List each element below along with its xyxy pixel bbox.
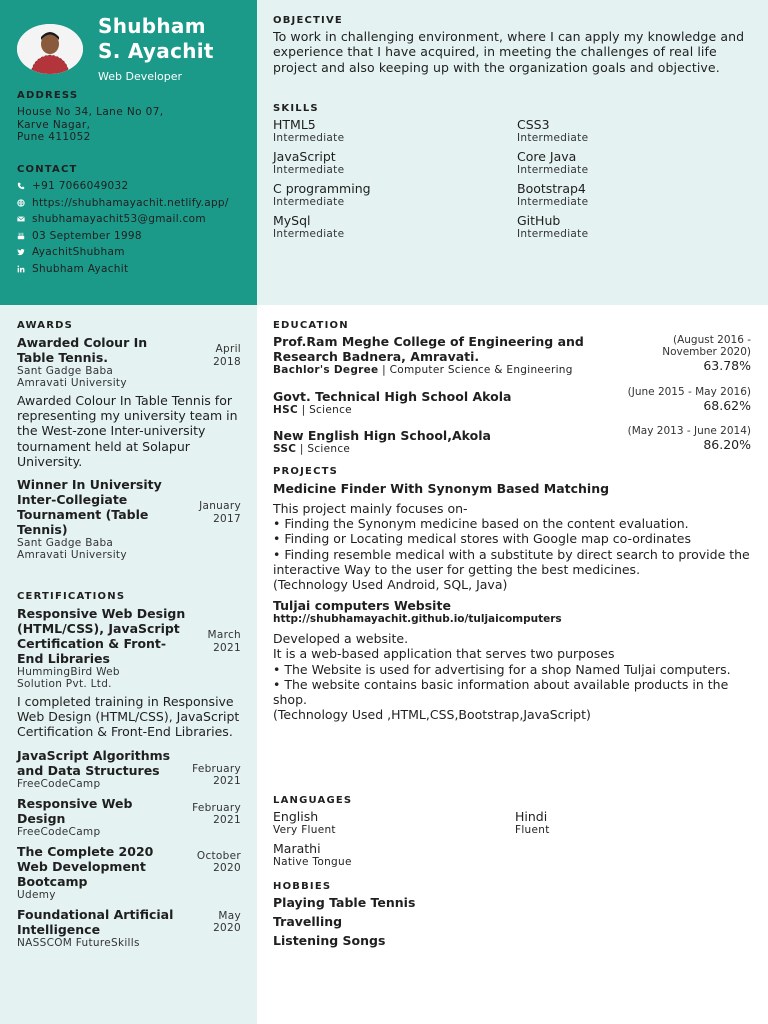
profile-name: Shubham S. Ayachit (98, 14, 214, 63)
contact-twitter[interactable] (17, 246, 247, 259)
address-line: House No 34, Lane No 07, (17, 106, 164, 118)
skill-name: Bootstrap4 (517, 181, 586, 196)
skill-item (273, 149, 517, 181)
skill-name: C programming (273, 181, 371, 196)
education-degree: HSC (273, 404, 298, 416)
address-line: Karve Nagar, (17, 118, 91, 131)
contact-website-text: https://shubhamayachit.netlify.app/ (32, 196, 229, 209)
language-level: Very Fluent (273, 824, 336, 836)
skills-section (273, 103, 753, 245)
contact-email-text: shubhamayachit53@gmail.com (32, 213, 206, 225)
language-name: Hindi (515, 809, 548, 824)
skill-name: JavaScript (273, 149, 336, 164)
skill-item (273, 181, 517, 213)
languages-section (273, 795, 751, 873)
education-item (273, 425, 751, 455)
education-field: Science (309, 404, 352, 416)
certification-item (17, 907, 241, 949)
project-line: It is a web-based application that serves two purposes (273, 646, 615, 662)
education-field: Science (307, 443, 351, 455)
skill-item (273, 117, 517, 149)
languages-title: LANGUAGES (273, 795, 353, 806)
skill-level: Intermediate (517, 228, 589, 240)
language-name: English (273, 809, 319, 824)
project-line: interactive Way to the user for getting the best medicines. (273, 561, 641, 577)
project-item (273, 481, 751, 592)
award-date: January 2017 (199, 500, 241, 525)
contact-birthday (17, 230, 247, 243)
language-level: Native Tongue (273, 856, 352, 868)
linkedin-icon (17, 263, 32, 276)
project-line: • The Website is used for advertising for a shop Named Tuljai computers. (273, 661, 731, 677)
twitter-icon (17, 246, 32, 259)
project-title: Medicine Finder With Synonym Based Matching (273, 481, 610, 496)
profile-role: Web Developer (98, 70, 183, 83)
contact-phone[interactable] (17, 180, 247, 193)
certifications-title: CERTIFICATIONS (17, 591, 126, 602)
certification-org: FreeCodeCamp (17, 825, 101, 838)
skill-level: Intermediate (517, 196, 589, 208)
skill-level: Intermediate (517, 132, 589, 144)
certifications-section (17, 591, 241, 949)
certification-item (17, 606, 241, 690)
education-degree-line: Bachlor's Degree | Computer Science & Engineering (273, 364, 573, 376)
education-meta (631, 334, 751, 376)
skills-title: SKILLS (273, 103, 319, 114)
address-lines (17, 106, 164, 144)
language-item (515, 809, 751, 841)
project-line: (Technology Used ,HTML,CSS,Bootstrap,JavaScript) (273, 707, 591, 723)
award-org: Sant Gadge Baba Amravati University (17, 537, 127, 562)
certification-date: October 2020 (196, 849, 241, 875)
contact-linkedin[interactable] (17, 263, 247, 276)
education-degree-line: SSC | Science (273, 443, 351, 455)
certification-org: Udemy (17, 888, 56, 901)
education-meta (581, 425, 751, 455)
certification-date: March 2021 (207, 629, 241, 654)
skill-level: Intermediate (517, 164, 589, 176)
skill-level: Intermediate (273, 132, 345, 144)
award-title: Winner In University Inter-Collegiate Tournament (Table Tennis) (17, 477, 162, 538)
language-name: Marathi (273, 841, 321, 856)
education-degree: Bachlor's Degree (273, 364, 379, 376)
education-date: (August 2016 - November 2020) (662, 334, 751, 358)
address-title: ADDRESS (17, 90, 79, 101)
birthday-cake-icon (17, 230, 32, 243)
objective-text: To work in challenging environment, where I can apply my knowledge and experience that I have acquired, in meeting the challenges of real life project and also keeping up with the organization goals and objective. (273, 29, 745, 75)
certification-item (17, 796, 241, 838)
hobby-item: Playing Table Tennis (273, 895, 416, 910)
project-title: Tuljai computers Website (273, 598, 451, 614)
project-line: Developed a website. (273, 631, 409, 647)
skills-grid (273, 117, 753, 245)
skill-level: Intermediate (273, 164, 345, 176)
certification-item (17, 844, 241, 901)
certification-date: May 2020 (213, 909, 241, 935)
education-score: 86.20% (703, 437, 751, 452)
education-school: Govt. Technical High School Akola (273, 389, 512, 404)
awards-section (17, 320, 241, 561)
certification-title: Responsive Web Design (HTML/CSS), JavaScript Certification & Front-End Libraries (17, 606, 186, 666)
certification-title: Foundational Artificial Intelligence (17, 906, 174, 937)
hobby-item: Listening Songs (273, 933, 386, 948)
project-line: • Finding resemble medical with a substitute by direct search to provide the (273, 546, 750, 562)
education-score: 68.62% (703, 398, 751, 413)
education-school: New English Hign School,Akola (273, 428, 491, 443)
skill-name: CSS3 (517, 117, 550, 132)
address-line: Pune 411052 (17, 131, 91, 143)
contact-section (17, 164, 247, 279)
skill-item (517, 213, 753, 245)
education-item (273, 386, 751, 416)
education-meta (581, 386, 751, 416)
certification-item (17, 748, 241, 790)
contact-birthday-text: 03 September 1998 (32, 229, 142, 242)
education-score: 63.78% (703, 358, 751, 373)
skill-name: HTML5 (273, 117, 316, 132)
language-item (273, 809, 515, 841)
award-description: Awarded Colour In Table Tennis for representing my university team in the West-zone Inter-university tournament held at Solapur University. (17, 393, 238, 469)
skill-name: MySql (273, 213, 311, 228)
certification-title: Responsive Web Design (17, 795, 133, 826)
project-item (273, 598, 751, 722)
contact-email[interactable] (17, 213, 247, 226)
profile-header (98, 14, 214, 83)
globe-icon (17, 197, 32, 210)
profile-photo (17, 24, 83, 74)
certification-description: I completed training in Responsive Web Design (HTML/CSS), JavaScript Certification & Front-End Libraries. (17, 694, 240, 740)
project-description (273, 631, 751, 722)
address-section (17, 90, 164, 144)
objective-title: OBJECTIVE (273, 15, 343, 26)
award-item (17, 477, 241, 561)
hobbies-section (273, 881, 751, 952)
project-line: • Finding or Locating medical stores with Google map co-ordinates (273, 531, 691, 547)
education-item (273, 334, 751, 376)
project-link[interactable]: http://shubhamayachit.github.io/tuljaicomputers (273, 613, 562, 626)
projects-title: PROJECTS (273, 466, 339, 477)
email-icon (17, 213, 32, 226)
award-org: Sant Gadge Baba Amravati University (17, 365, 127, 389)
certification-date: February 2021 (192, 801, 241, 827)
education-title: EDUCATION (273, 320, 349, 331)
award-title: Awarded Colour In Table Tennis. (17, 335, 148, 365)
skill-item (517, 149, 753, 181)
language-item (273, 841, 515, 873)
avatar (17, 24, 83, 74)
education-section (273, 320, 751, 455)
project-line: • The website contains basic information about available products in the shop. (273, 676, 729, 708)
education-date: (May 2013 - June 2014) (627, 425, 751, 437)
skill-level: Intermediate (273, 228, 345, 240)
project-line: • Finding the Synonym medicine based on the content evaluation. (273, 516, 689, 532)
certification-title: The Complete 2020 Web Development Bootcamp (17, 843, 154, 889)
award-item (17, 335, 241, 389)
project-description (273, 501, 751, 592)
skill-item (517, 181, 753, 213)
skill-item (517, 117, 753, 149)
skill-item (273, 213, 517, 245)
certification-date: February 2021 (192, 762, 241, 788)
award-date: April 2018 (213, 343, 241, 368)
certification-org: FreeCodeCamp (17, 777, 101, 790)
contact-twitter-text: AyachitShubham (32, 246, 125, 258)
hobby-item: Travelling (273, 914, 343, 929)
education-field: Computer Science & Engineering (389, 364, 573, 376)
education-degree-line: HSC | Science (273, 404, 352, 416)
awards-title: AWARDS (17, 320, 74, 331)
certification-title: JavaScript Algorithms and Data Structures (17, 747, 171, 778)
education-date: (June 2015 - May 2016) (627, 386, 751, 398)
project-line: (Technology Used Android, SQL, Java) (273, 577, 508, 593)
education-school: Prof.Ram Meghe College of Engineering and Research Badnera, Amravati. (273, 334, 584, 364)
skill-name: Core Java (517, 149, 577, 164)
contact-phone-text: +91 7066049032 (32, 180, 129, 192)
project-line: This project mainly focuses on- (273, 501, 468, 516)
languages-grid (273, 809, 751, 873)
objective-section (273, 15, 753, 75)
language-level: Fluent (515, 824, 550, 836)
phone-icon (17, 180, 32, 193)
education-degree: SSC (273, 443, 297, 455)
hobbies-title: HOBBIES (273, 881, 332, 892)
contact-title: CONTACT (17, 164, 78, 175)
skill-name: GitHub (517, 213, 561, 228)
contact-linkedin-text: Shubham Ayachit (32, 262, 129, 275)
projects-section (273, 466, 751, 722)
skill-level: Intermediate (273, 196, 345, 208)
certification-org: NASSCOM FutureSkills (17, 936, 140, 949)
certification-org: HummingBird Web Solution Pvt. Ltd. (17, 666, 120, 690)
contact-website[interactable] (17, 197, 247, 210)
